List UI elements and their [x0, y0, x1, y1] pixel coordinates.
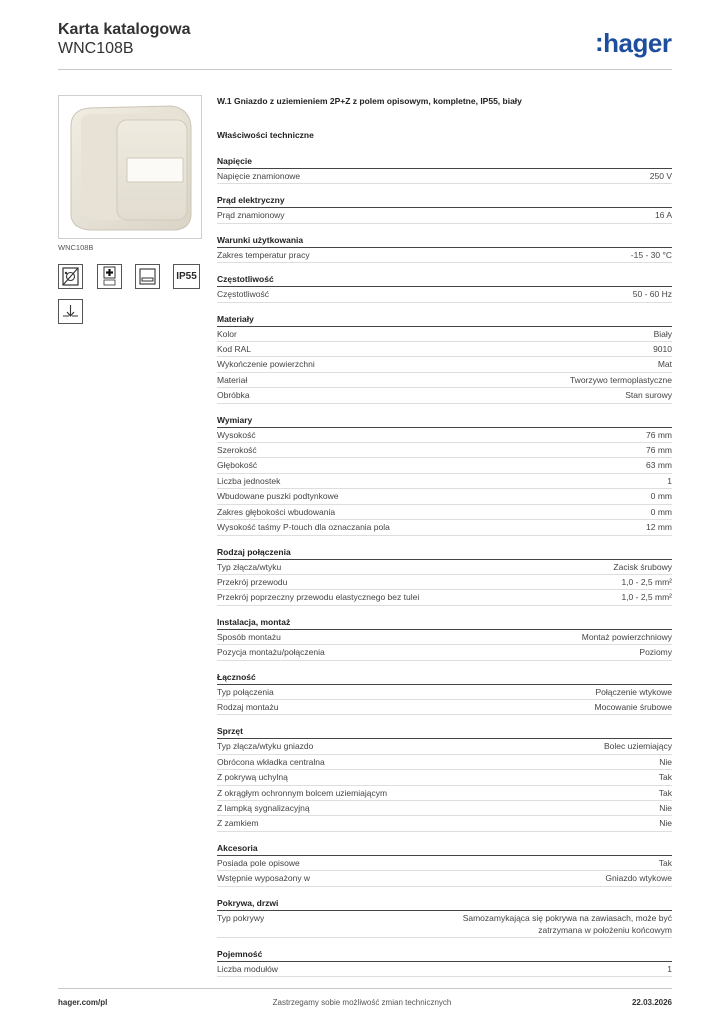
property-value: Tworzywo termoplastyczne — [569, 374, 672, 385]
property-label: Z okrągłym ochronnym bolcem uziemiającym — [217, 787, 388, 798]
footer-divider — [58, 988, 672, 989]
section-heading: Częstotliwość — [217, 272, 672, 287]
property-row — [217, 911, 672, 938]
hager-logo: :hager — [595, 27, 672, 58]
property-label: Zakres temperatur pracy — [217, 249, 310, 260]
property-section — [217, 272, 672, 302]
property-label: Wysokość — [217, 429, 256, 440]
property-label: Wykończenie powierzchni — [217, 359, 315, 370]
property-row — [217, 505, 672, 520]
property-label: Wbudowane puszki podtynkowe — [217, 491, 339, 502]
property-value: Stan surowy — [625, 390, 672, 401]
surface-socket-product-image — [59, 96, 201, 238]
property-row — [217, 388, 672, 403]
property-row — [217, 474, 672, 489]
property-section — [217, 545, 672, 606]
property-row — [217, 801, 672, 816]
ip55-badge: IP55 — [173, 264, 200, 289]
section-heading: Instalacja, montaż — [217, 615, 672, 630]
property-value: 1,0 - 2,5 mm² — [621, 592, 672, 603]
property-label: Sposób montażu — [217, 631, 281, 642]
property-label: Z zamkiem — [217, 818, 259, 829]
property-section — [217, 724, 672, 831]
header-divider — [58, 69, 672, 70]
property-value: Połączenie wtykowe — [595, 686, 672, 697]
property-value: 0 mm — [650, 491, 672, 502]
property-label: Liczba modułów — [217, 963, 278, 974]
property-label: Wstępnie wyposażony w — [217, 873, 311, 884]
property-value: Tak — [658, 772, 672, 783]
property-label: Przekrój przewodu — [217, 576, 288, 587]
property-value: Tak — [658, 787, 672, 798]
footer-disclaimer: Zastrzegamy sobie możliwość zmian technicznych — [272, 998, 452, 1007]
property-row — [217, 489, 672, 504]
property-section — [217, 896, 672, 938]
property-value: Bolec uziemiający — [603, 741, 672, 752]
property-label: Wysokość taśmy P-touch dla oznaczania pola — [217, 522, 390, 533]
property-value: 16 A — [654, 210, 672, 221]
property-value: 50 - 60 Hz — [632, 289, 672, 300]
property-row — [217, 856, 672, 871]
property-row — [217, 520, 672, 535]
property-value: Samozamykająca się pokrywa na zawiasach, może być zatrzymana w położeniu końcowym — [462, 912, 672, 935]
property-row — [217, 208, 672, 223]
surface-mount-icon — [58, 299, 83, 324]
property-value: Gniazdo wtykowe — [605, 873, 672, 884]
property-row — [217, 645, 672, 660]
property-value: Montaż powierzchniowy — [581, 631, 672, 642]
property-value: Zacisk śrubowy — [613, 561, 672, 572]
property-section — [217, 615, 672, 661]
property-label: Typ złącza/wtyku gniazdo — [217, 741, 314, 752]
property-label: Kod RAL — [217, 344, 252, 355]
section-heading: Wymiary — [217, 413, 672, 428]
property-row — [217, 630, 672, 645]
property-row — [217, 327, 672, 342]
property-value: Mocowanie śrubowe — [594, 701, 672, 712]
property-value: Nie — [659, 756, 672, 767]
property-row — [217, 770, 672, 785]
property-label: Napięcie znamionowe — [217, 171, 301, 181]
property-row — [217, 816, 672, 831]
property-section — [217, 233, 672, 263]
property-row — [217, 871, 672, 886]
section-heading: Materiały — [217, 312, 672, 327]
section-heading: Sprzęt — [217, 724, 672, 739]
property-label: Głębokość — [217, 460, 258, 471]
section-heading: Warunki użytkowania — [217, 233, 672, 248]
property-row — [217, 458, 672, 473]
property-value: Nie — [659, 802, 672, 813]
property-label: Pozycja montażu/połączenia — [217, 647, 325, 658]
property-label: Materiał — [217, 374, 248, 385]
property-value: Poziomy — [639, 647, 672, 658]
property-value: -15 - 30 °C — [630, 249, 672, 260]
property-value: Tak — [658, 857, 672, 868]
footer-website: hager.com/pl — [58, 998, 108, 1007]
logo-text: hager — [603, 28, 672, 58]
section-heading: Akcesoria — [217, 841, 672, 856]
property-value: Biały — [653, 328, 672, 339]
property-label: Typ połączenia — [217, 686, 274, 697]
section-heading: Prąd elektryczny — [217, 193, 672, 208]
property-label: Przekrój poprzeczny przewodu elastycznego bez tulei — [217, 592, 420, 603]
property-label: Z lampką sygnalizacyjną — [217, 802, 310, 813]
property-value: 1,0 - 2,5 mm² — [621, 576, 672, 587]
property-value: 76 mm — [646, 429, 672, 440]
section-heading: Rodzaj połączenia — [217, 545, 672, 560]
property-section — [217, 193, 672, 223]
section-heading: Pojemność — [217, 947, 672, 962]
property-value: 1 — [667, 963, 672, 974]
property-row — [217, 685, 672, 700]
property-value: Mat — [657, 359, 672, 370]
property-label: Rodzaj montażu — [217, 701, 279, 712]
property-value: 76 mm — [646, 445, 672, 456]
property-row — [217, 428, 672, 443]
property-row — [217, 443, 672, 458]
property-label: Posiada pole opisowe — [217, 857, 300, 868]
property-row — [217, 373, 672, 388]
label-field-icon — [135, 264, 160, 289]
property-section — [217, 154, 672, 184]
property-value: 9010 — [653, 344, 672, 355]
property-value: 0 mm — [650, 506, 672, 517]
property-row — [217, 700, 672, 715]
section-heading: Napięcie — [217, 154, 672, 169]
technical-properties-title: Właściwości techniczne — [217, 130, 314, 140]
property-label: Typ złącza/wtyku — [217, 561, 282, 572]
property-row — [217, 342, 672, 357]
property-label: Prąd znamionowy — [217, 210, 285, 221]
property-row — [217, 755, 672, 770]
property-section — [217, 413, 672, 536]
section-heading: Pokrywa, drzwi — [217, 896, 672, 911]
property-row — [217, 590, 672, 605]
property-value: 1 — [667, 475, 672, 486]
property-section — [217, 841, 672, 887]
property-row — [217, 575, 672, 590]
property-label: Liczba jednostek — [217, 475, 281, 486]
technical-properties-table — [217, 154, 672, 986]
product-description-title: W.1 Gniazdo z uziemieniem 2P+Z z polem opisowym, kompletne, IP55, biały — [217, 96, 522, 106]
property-label: Zakres głębokości wbudowania — [217, 506, 336, 517]
property-row — [217, 786, 672, 801]
document-title: Karta katalogowa — [58, 21, 191, 38]
property-label: Częstotliwość — [217, 289, 269, 300]
earth-contact-icon — [97, 264, 122, 289]
property-row — [217, 560, 672, 575]
property-section — [217, 670, 672, 716]
footer-date: 22.03.2026 — [631, 998, 672, 1007]
property-value: 250 V — [649, 171, 672, 181]
property-label: Kolor — [217, 328, 237, 339]
property-value: Nie — [659, 818, 672, 829]
property-row — [217, 169, 672, 184]
child-protection-icon — [58, 264, 83, 289]
product-caption: WNC108B — [58, 243, 94, 252]
property-label: Typ pokrywy — [217, 912, 265, 923]
property-row — [217, 357, 672, 372]
property-value: 12 mm — [646, 522, 672, 533]
property-section — [217, 947, 672, 977]
product-code: WNC108B — [58, 40, 134, 57]
property-label: Szerokość — [217, 445, 257, 456]
property-label: Z pokrywą uchylną — [217, 772, 288, 783]
property-row — [217, 287, 672, 302]
property-row — [217, 248, 672, 263]
property-value: 63 mm — [646, 460, 672, 471]
property-row — [217, 739, 672, 754]
product-image-frame — [58, 95, 202, 239]
property-label: Obróbka — [217, 390, 250, 401]
property-label: Obrócona wkładka centralna — [217, 756, 325, 767]
property-row — [217, 962, 672, 977]
section-heading: Łączność — [217, 670, 672, 685]
property-section — [217, 312, 672, 404]
